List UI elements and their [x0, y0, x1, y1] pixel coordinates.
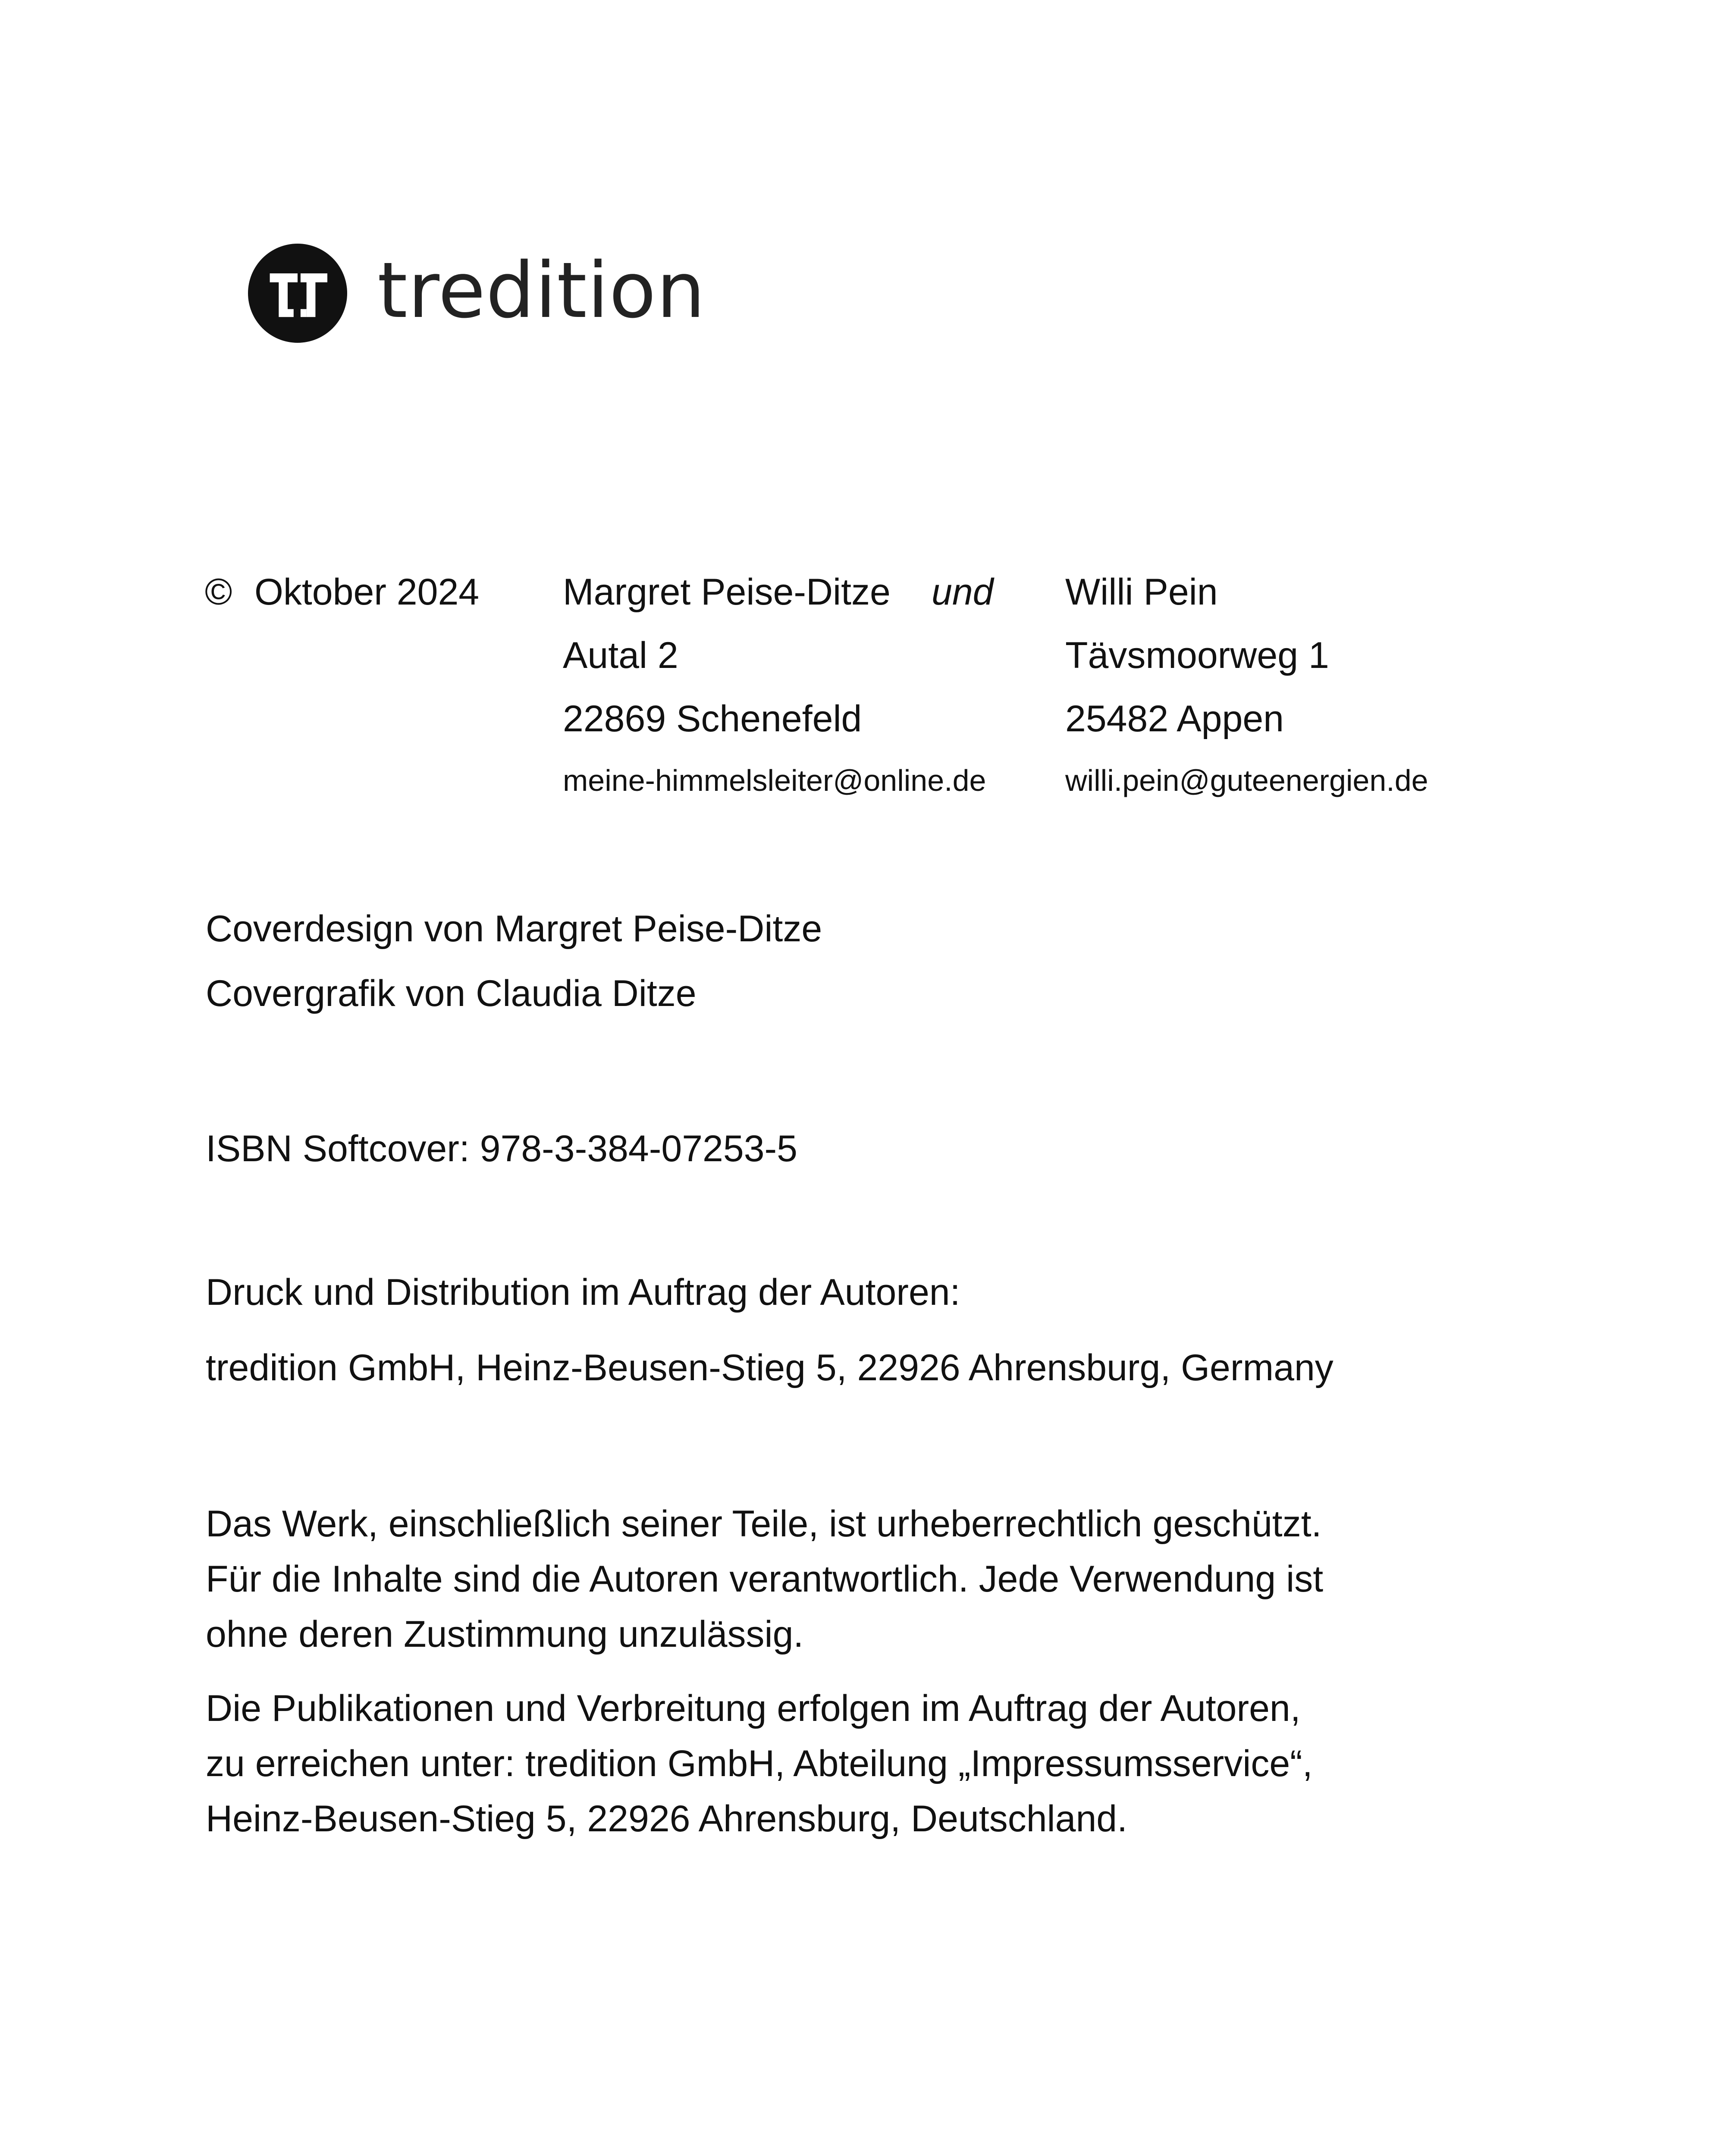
distribution-address: tredition GmbH, Heinz-Beusen-Stieg 5, 22926 Ahrensburg, Germany	[206, 1347, 1334, 1388]
rights-line-3: ohne deren Zustimmung unzulässig.	[206, 1614, 804, 1655]
covergrafik-credit: Covergrafik von Claudia Ditze	[206, 973, 697, 1014]
author2-city: 25482 Appen	[1065, 698, 1284, 740]
rights-line-1: Das Werk, einschließlich seiner Teile, ist urheberrechtlich geschützt.	[206, 1503, 1322, 1545]
author1-email: meine-himmelsleiter@online.de	[563, 764, 986, 797]
distribution-heading: Druck und Distribution im Auftrag der Autoren:	[206, 1272, 960, 1313]
rights-line-2: Für die Inhalte sind die Autoren verantwortlich. Jede Verwendung ist	[206, 1558, 1324, 1600]
author2-name: Willi Pein	[1065, 571, 1218, 613]
logo-wordmark: tredition	[377, 246, 706, 335]
publication-line-2: zu erreichen unter: tredition GmbH, Abteilung „Impressumsservice“,	[206, 1743, 1313, 1784]
tredition-logo-icon	[248, 244, 347, 343]
publication-line-3: Heinz-Beusen-Stieg 5, 22926 Ahrensburg, Deutschland.	[206, 1798, 1128, 1839]
coverdesign-credit: Coverdesign von Margret Peise-Ditze	[206, 908, 822, 950]
authors-connector: und	[932, 571, 994, 613]
isbn-line: ISBN Softcover: 978-3-384-07253-5	[206, 1128, 798, 1169]
copyright-date: Oktober 2024	[254, 571, 480, 613]
copyright-symbol: ©	[205, 571, 232, 613]
author2-email: willi.pein@guteenergien.de	[1065, 764, 1428, 797]
author2-street: Tävsmoorweg 1	[1065, 635, 1329, 676]
author1-street: Autal 2	[563, 635, 678, 676]
publication-line-1: Die Publikationen und Verbreitung erfolgen im Auftrag der Autoren,	[206, 1688, 1301, 1729]
author1-city: 22869 Schenefeld	[563, 698, 862, 740]
tredition-logo	[248, 244, 706, 343]
author1-name: Margret Peise-Ditze	[563, 571, 891, 613]
